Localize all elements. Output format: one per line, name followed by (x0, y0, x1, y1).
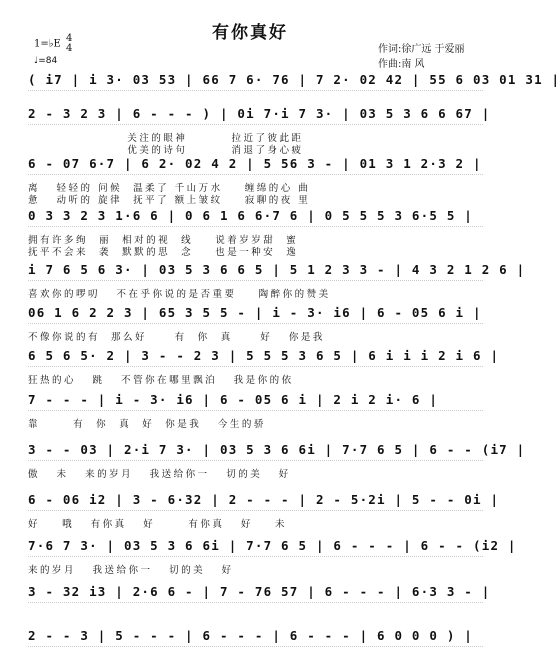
lyric-line-2: 惫 动听的 旋律 抚平了 额上皱纹 寂聊的夜 里 (28, 195, 311, 206)
notation-line: 2 - - 3 | 5 - - - | 6 - - - | 6 - - - | 6 0 0 0 ) | (28, 628, 483, 647)
key-prefix: 1= (34, 38, 49, 50)
time-top: 4 (65, 33, 73, 44)
notation-line: 3 - - 03 | 2·i 7 3· | 03 5 3 6 6i | 7·7 6 5 | 6 - - (i7 | (28, 442, 483, 461)
lyric-line-1: 好 哦 有你真 好 有你真 好 未 (28, 519, 287, 530)
time-bottom: 4 (65, 43, 73, 54)
notation-line: i 7 6 5 6 3· | 03 5 3 6 6 5 | 5 1 2 3 3 - | 4 3 2 1 2 6 | (28, 262, 483, 281)
lyric-line-1: 靠 有 你 真 好 你是我 今生的骄 (28, 419, 266, 430)
notation-line: 06 1 6 2 2 3 | 65 3 5 5 - | i - 3· i6 | 6 - 05 6 i | (28, 305, 483, 324)
notation-line: 7·6 7 3· | 03 5 3 6 6i | 7·7 6 5 | 6 - - - | 6 - - (i2 | (28, 538, 483, 557)
lyric-line-1: 关注的眼神 拉近了彼此距 (28, 133, 304, 144)
lyric-line-2: 抚平不会来 袭 默默的思 念 也是一种安 逸 (28, 247, 299, 258)
key-accidental: ♭E (48, 38, 61, 50)
composer-credit: 作曲:南 风 (378, 59, 425, 70)
notation-line: ( i7 | i 3· 03 53 | 66 7 6· 76 | 7 2· 02 42 | 55 6 03 01 31 | (28, 72, 483, 91)
notation-line: 3 - 32 i3 | 2·6 6 - | 7 - 76 57 | 6 - - - | 6·3 3 - | (28, 584, 483, 603)
notation-line: 6 5 6 5· 2 | 3 - - 2 3 | 5 5 5 3 6 5 | 6 i i i 2 i 6 | (28, 348, 483, 367)
lyric-line-1: 狂热的心 跳 不管你在哪里飘泊 我是你的依 (28, 375, 294, 386)
key-signature (34, 34, 72, 54)
lyric-line-2: 优美的诗句 消退了身心疲 (28, 145, 304, 156)
song-title: 有你真好 (212, 23, 288, 43)
notation-line: 6 - 07 6·7 | 6 2· 02 4 2 | 5 56 3 - | 01 3 1 2·3 2 | (28, 156, 483, 175)
notation-line: 6 - 06 i2 | 3 - 6·32 | 2 - - - | 2 - 5·2i | 5 - - 0i | (28, 492, 483, 511)
lyric-line-1: 拥有许多绚 丽 相对的视 线 说着岁岁甜 蜜 (28, 235, 299, 246)
time-signature (66, 34, 72, 54)
lyric-line-1: 不像你说的有 那么好 有 你 真 好 你是我 (28, 332, 325, 343)
lyric-line-1: 离 轻轻的 问候 温柔了 千山万水 缠绵的心 曲 (28, 183, 311, 194)
tempo-marking: ♩=84 (34, 56, 58, 66)
lyric-line-1: 傲 未 来的岁月 我送给你一 切的美 好 (28, 469, 291, 480)
notation-line: 0 3 3 2 3 1·6 6 | 0 6 1 6 6·7 6 | 0 5 5 5 3 6·5 5 | (28, 208, 483, 227)
lyric-line-1: 喜欢你的啰叨 不在乎你说的是否重要 陶醉你的赞美 (28, 289, 331, 300)
notation-line: 2 - 3 2 3 | 6 - - - ) | 0i 7·i 7 3· | 03 5 3 6 6 67 | (28, 106, 483, 125)
lyric-line-1: 来的岁月 我送给你一 切的美 好 (28, 565, 234, 576)
notation-line: 7 - - - | i - 3· i6 | 6 - 05 6 i | 2 i 2 i· 6 | (28, 392, 483, 411)
lyricist-credit: 作词:徐广远 于爱丽 (378, 44, 465, 55)
